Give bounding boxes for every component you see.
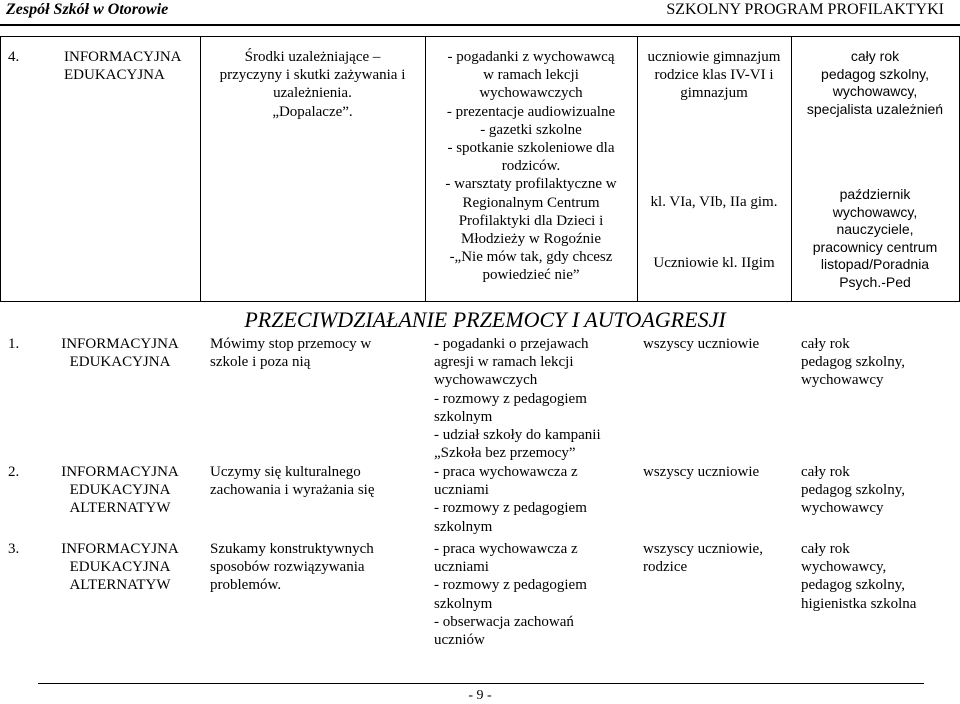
recipients-line: rodzice klas IV-VI i [654,67,774,84]
topic-line: szkole i poza nią [210,354,311,371]
table-divider [791,36,792,302]
forms-line: Regionalnym Centrum [462,194,600,211]
topic-line: przyczyny i skutki zażywania i [219,67,406,84]
responsible-line: pracownicy centrum [812,238,938,255]
forms-cell [434,463,634,536]
area-line: EDUKACYJNA [64,67,165,84]
forms-line: - prezentacje audiowizualne [446,103,616,120]
table-divider [637,36,638,302]
forms-line: uczniami [434,559,489,576]
area-line: ALTERNATYW [69,500,171,517]
table-border-left [0,36,1,302]
topic-cell [210,463,420,499]
area-line: INFORMACYJNA [61,541,179,557]
section-title: PRZECIWDZIAŁANIE PRZEMOCY I AUTOAGRESJI [244,307,726,332]
topic-line: Mówimy stop przemocy w [210,336,372,352]
responsible-line: cały rok [801,541,850,557]
forms-line: „Szkoła bez przemocy” [434,445,576,462]
forms-line: - obserwacja zachowań [434,613,574,630]
school-name: Zespół Szkół w Otorowie [6,1,169,18]
forms-line: - praca wychowawcza z [434,464,578,480]
responsible-line: listopad/Poradnia [820,256,930,273]
program-title: SZKOLNY PROGRAM PROFILAKTYKI [666,1,944,18]
responsible-line: pedagog szkolny, [801,577,906,594]
topic-line: uzależnienia. [273,85,352,102]
recipients-line: kl. VIa, VIb, IIa gim. [650,194,778,210]
recipients-cell [643,335,793,353]
forms-line: - praca wychowawcza z [434,541,578,557]
forms-line: wychowawczych [434,372,538,389]
responsible-line: Psych.-Ped [839,273,911,290]
forms-line: - rozmowy z pedagogiem [434,390,587,407]
forms-cell [434,335,634,462]
topic-cell [202,48,423,121]
forms-line: uczniów [434,632,485,649]
recipients-line: uczniowie gimnazjum [647,49,781,65]
responsible-line: cały rok [801,336,850,352]
area-cell [64,48,194,84]
forms-line: Młodzieży w Rogoźnie [461,231,601,248]
forms-line: agresji w ramach lekcji [434,354,574,371]
area-line: EDUKACYJNA [69,482,171,499]
forms-line: Profilaktyki dla Dzieci i [458,212,604,229]
recipients-line: wszyscy uczniowie, [643,541,763,557]
responsible-line: pedagog szkolny, [801,354,906,371]
forms-line: szkolnym [434,518,493,535]
topic-cell [210,335,420,371]
forms-line: - gazetki szkolne [480,121,582,138]
forms-line: - udział szkoły do kampanii [434,427,601,444]
table-divider [425,36,426,302]
footer-rule [38,683,924,684]
responsible-line: październik [839,186,911,202]
page-header [0,0,960,22]
topic-line: „Dopalacze”. [272,103,353,120]
responsible-line: wychowawcy, [832,203,918,220]
topic-line: Szukamy konstruktywnych [210,541,374,557]
area-line: INFORMACYJNA [61,464,179,480]
forms-line: uczniami [434,482,489,499]
responsible-line: wychowawcy, [832,83,918,100]
forms-line: rodziców. [501,158,561,175]
topic-cell [210,540,420,595]
responsible-cell [801,540,956,613]
area-cell [40,335,200,371]
topic-line: problemów. [210,577,282,594]
area-line: INFORMACYJNA [64,49,182,65]
forms-line: - spotkanie szkoleniowe dla [447,140,615,157]
table-divider [200,36,201,302]
topic-line: Środki uzależniające – [244,49,381,65]
responsible-line: wychowawcy [801,372,884,389]
responsible-line: cały rok [801,464,850,480]
row4-table [0,36,960,302]
row-number: 2. [8,464,20,480]
header-rule [0,24,960,26]
forms-line: - pogadanki o przejawach [434,336,589,352]
forms-cell [434,540,634,649]
forms-line: wychowawczych [479,85,583,102]
recipients-line: gimnazjum [680,85,748,102]
row-number: 3. [8,541,20,557]
responsible-line: pedagog szkolny, [801,482,906,499]
recipients-line: Uczniowie kl. IIgim [653,255,775,271]
row-number: 1. [8,336,20,352]
area-cell [40,540,200,595]
responsible-line: cały rok [850,48,900,64]
topic-line: sposobów rozwiązywania [210,559,365,576]
responsible-line: higienistka szkolna [801,595,917,612]
forms-line: - warsztaty profilaktyczne w [445,176,617,193]
forms-line: -„Nie mów tak, gdy chcesz [449,249,613,266]
forms-cell [427,48,635,285]
topic-line: zachowania i wyrażania się [210,482,375,499]
recipients-cell [643,463,793,481]
recipients-line: wszyscy uczniowie [643,336,760,352]
forms-line: - pogadanki z wychowawcą [447,49,615,65]
forms-line: powiedzieć nie” [482,267,580,284]
forms-line: w ramach lekcji [483,67,579,84]
responsible-line: wychowawcy, [801,559,887,576]
forms-line: - rozmowy z pedagogiem [434,500,587,517]
responsible-line: pedagog szkolny, [821,65,929,82]
responsible-cell [801,335,956,390]
area-line: EDUKACYJNA [69,354,171,371]
responsible-cell [793,48,957,118]
responsible-cell [793,186,957,292]
table-top-border [0,36,960,37]
table-bottom-border [0,301,960,302]
forms-line: - rozmowy z pedagogiem [434,577,587,594]
area-cell [40,463,200,518]
responsible-line: specjalista uzależnień [806,100,944,117]
page-number: - 9 - [468,688,492,703]
area-line: ALTERNATYW [69,577,171,594]
area-line: INFORMACYJNA [61,336,179,352]
row-number: 4. [8,49,20,65]
recipients-line: rodzice [643,559,688,576]
recipients-line: wszyscy uczniowie [643,464,760,480]
forms-line: szkolnym [434,408,493,425]
responsible-cell [801,463,956,518]
recipients-cell [639,48,789,103]
recipients-cell [643,540,793,576]
responsible-line: nauczyciele, [836,221,914,238]
responsible-line: wychowawcy [801,500,884,517]
forms-line: szkolnym [434,595,493,612]
area-line: EDUKACYJNA [69,559,171,576]
topic-line: Uczymy się kulturalnego [210,464,361,480]
